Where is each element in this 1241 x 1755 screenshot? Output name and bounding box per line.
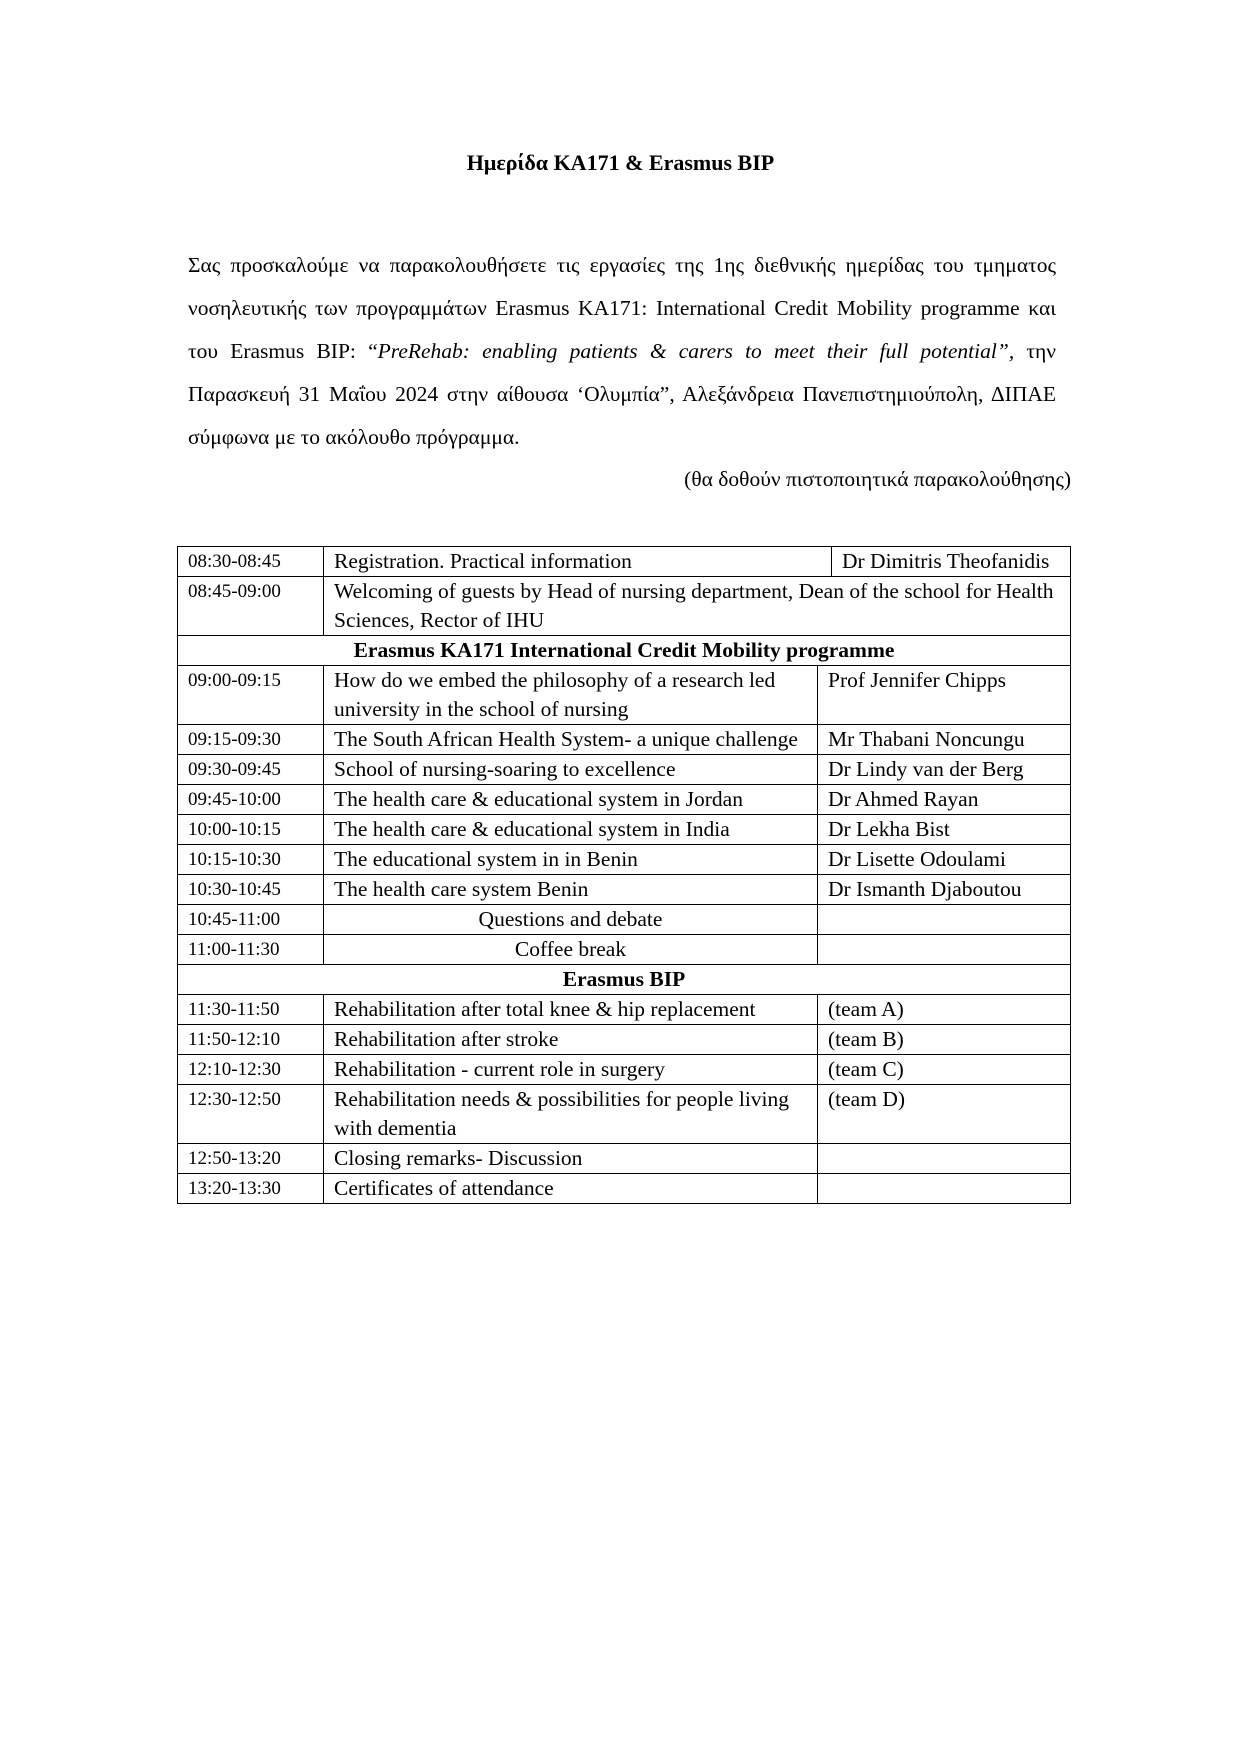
speaker-cell: (team C) bbox=[818, 1055, 1071, 1085]
topic-cell: The health care system Benin bbox=[324, 875, 818, 905]
table-row bbox=[178, 905, 1071, 935]
topic-cell: The South African Health System- a unique challenge bbox=[324, 725, 818, 755]
table-row bbox=[178, 1174, 1071, 1204]
table-row bbox=[178, 815, 1071, 845]
speaker-cell: Dr Ismanth Djaboutou bbox=[818, 875, 1071, 905]
table-row bbox=[178, 935, 1071, 965]
intro-paragraph bbox=[188, 244, 1056, 459]
topic-cell: Coffee break bbox=[324, 935, 818, 965]
speaker-cell bbox=[818, 935, 1071, 965]
topic-cell: Rehabilitation - current role in surgery bbox=[324, 1055, 818, 1085]
time-cell: 09:45-10:00 bbox=[178, 785, 324, 815]
time-cell: 12:10-12:30 bbox=[178, 1055, 324, 1085]
page-title: Ημερίδα KA171 & Erasmus BIP bbox=[466, 150, 775, 175]
topic-cell: Rehabilitation needs & possibilities for people living with dementia bbox=[324, 1085, 818, 1144]
topic-cell: Welcoming of guests by Head of nursing department, Dean of the school for Health Sciences, Rector of IHU bbox=[324, 577, 1071, 636]
certificates-note: (θα δοθούν πιστοποιητικά παρακολούθησης) bbox=[684, 467, 1071, 491]
time-cell: 09:15-09:30 bbox=[178, 725, 324, 755]
time-cell: 08:30-08:45 bbox=[178, 547, 324, 577]
topic-cell: Rehabilitation after stroke bbox=[324, 1025, 818, 1055]
topic-cell: Registration. Practical information bbox=[324, 547, 832, 577]
time-cell: 09:30-09:45 bbox=[178, 755, 324, 785]
topic-cell: The health care & educational system in India bbox=[324, 815, 818, 845]
speaker-cell: Mr Thabani Noncungu bbox=[818, 725, 1071, 755]
schedule-table bbox=[177, 546, 1071, 1204]
topic-cell: Certificates of attendance bbox=[324, 1174, 818, 1204]
time-cell: 08:45-09:00 bbox=[178, 577, 324, 636]
table-row bbox=[178, 845, 1071, 875]
table-row bbox=[178, 1055, 1071, 1085]
topic-cell: The health care & educational system in Jordan bbox=[324, 785, 818, 815]
speaker-cell bbox=[818, 1174, 1071, 1204]
time-cell: 09:00-09:15 bbox=[178, 666, 324, 725]
topic-cell: Rehabilitation after total knee & hip replacement bbox=[324, 995, 818, 1025]
time-cell: 10:00-10:15 bbox=[178, 815, 324, 845]
time-cell: 10:45-11:00 bbox=[178, 905, 324, 935]
time-cell: 13:20-13:30 bbox=[178, 1174, 324, 1204]
speaker-cell: Dr Lekha Bist bbox=[818, 815, 1071, 845]
speaker-cell: (team A) bbox=[818, 995, 1071, 1025]
section-row bbox=[178, 965, 1071, 995]
topic-cell: The educational system in in Benin bbox=[324, 845, 818, 875]
intro-text-start: Σας προσκαλούμε να παρακολουθήσετε τις εργασίες της 1ης διεθνικής ημερίδας του τμηματος νοσηλευτικής των προγραμμάτων Erasmus KA171: International Credit Mobility programme και του Erasmus BIP: “ bbox=[188, 253, 1056, 363]
speaker-cell: Dr Dimitris Theofanidis bbox=[832, 547, 1071, 577]
speaker-cell: Dr Lisette Odoulami bbox=[818, 845, 1071, 875]
table-row bbox=[178, 725, 1071, 755]
topic-cell: Closing remarks- Discussion bbox=[324, 1144, 818, 1174]
section-row bbox=[178, 636, 1071, 666]
speaker-cell bbox=[818, 1144, 1071, 1174]
time-cell: 10:30-10:45 bbox=[178, 875, 324, 905]
table-row bbox=[178, 1085, 1071, 1144]
topic-cell: Questions and debate bbox=[324, 905, 818, 935]
topic-cell: How do we embed the philosophy of a research led university in the school of nursing bbox=[324, 666, 818, 725]
speaker-cell: (team D) bbox=[818, 1085, 1071, 1144]
topic-cell: School of nursing-soaring to excellence bbox=[324, 755, 818, 785]
table-row bbox=[178, 1144, 1071, 1174]
table-row bbox=[178, 755, 1071, 785]
time-cell: 10:15-10:30 bbox=[178, 845, 324, 875]
time-cell: 11:50-12:10 bbox=[178, 1025, 324, 1055]
section-heading-ka171: Erasmus KA171 International Credit Mobility programme bbox=[178, 636, 1071, 666]
time-cell: 11:30-11:50 bbox=[178, 995, 324, 1025]
table-row bbox=[178, 666, 1071, 725]
table-row bbox=[178, 875, 1071, 905]
time-cell: 12:30-12:50 bbox=[178, 1085, 324, 1144]
intro-italic-title: PreRehab: enabling patients & carers to meet their full potential”, bbox=[377, 339, 1015, 363]
table-row bbox=[178, 1025, 1071, 1055]
speaker-cell: Prof Jennifer Chipps bbox=[818, 666, 1071, 725]
section-heading-bip: Erasmus BIP bbox=[178, 965, 1071, 995]
table-row bbox=[178, 547, 1071, 577]
time-cell: 11:00-11:30 bbox=[178, 935, 324, 965]
table-row bbox=[178, 995, 1071, 1025]
intro-text-end: την Παρασκευή 31 Μαΐου 2024 στην αίθουσα ‘Ολυμπία”, Αλεξάνδρεια Πανεπιστημιούπολη, ΔΙΠΑΕ σύμφωνα με το ακόλουθο πρόγραμμα. bbox=[188, 339, 1056, 449]
speaker-cell: (team B) bbox=[818, 1025, 1071, 1055]
speaker-cell: Dr Lindy van der Berg bbox=[818, 755, 1071, 785]
speaker-cell: Dr Ahmed Rayan bbox=[818, 785, 1071, 815]
table-row bbox=[178, 785, 1071, 815]
time-cell: 12:50-13:20 bbox=[178, 1144, 324, 1174]
table-row bbox=[178, 577, 1071, 636]
speaker-cell bbox=[818, 905, 1071, 935]
